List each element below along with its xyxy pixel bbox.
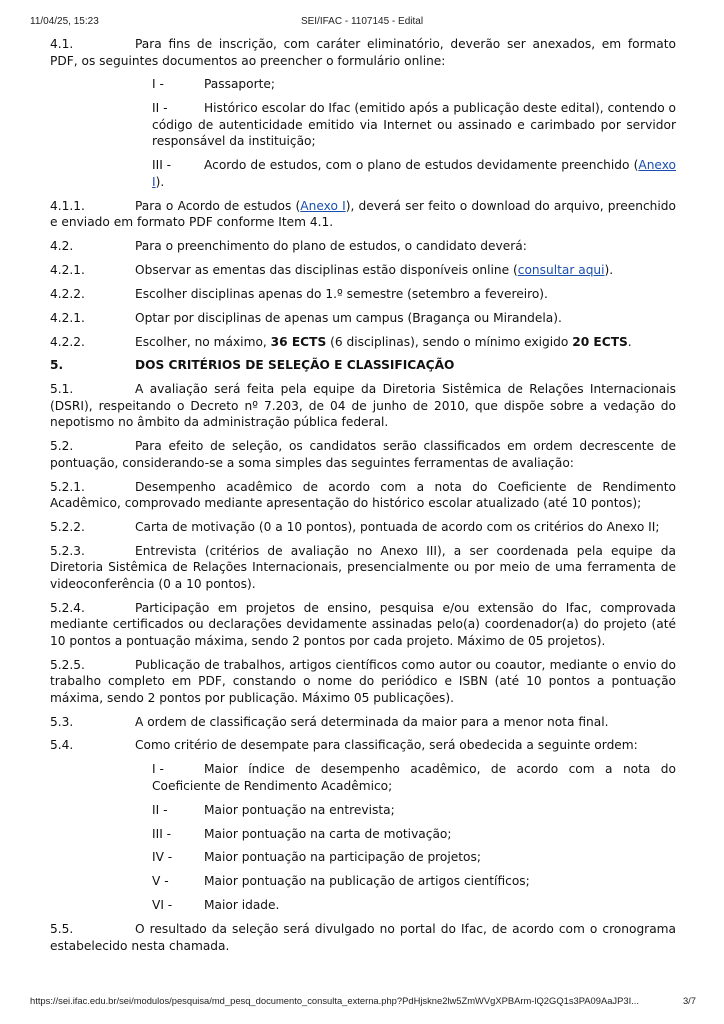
list-number: III -: [152, 158, 172, 173]
list-text: Maior idade.: [204, 898, 280, 913]
list-number: V -: [152, 874, 169, 889]
paragraph-5-3: [50, 714, 676, 731]
paragraph-5-2-4: [50, 600, 676, 650]
tiebreak-item-age: [152, 897, 676, 914]
paragraph-number: 4.2.: [50, 238, 74, 253]
paragraph-text: Carta de motivação (0 a 10 pontos), pontuada de acordo com os critérios do Anexo II;: [135, 519, 660, 534]
list-text: Maior índice de desempenho acadêmico, de acordo com a nota do Coeficiente de Rendimento Acadêmico;: [152, 762, 676, 793]
print-datetime: 11/04/25, 15:23: [30, 16, 99, 27]
paragraph-number: 4.2.2.: [50, 334, 85, 349]
paragraph-number: 5.1.: [50, 382, 74, 397]
paragraph-5-4: [50, 737, 676, 754]
paragraph-text: Escolher, no máximo,: [135, 334, 271, 349]
paragraph-text: Para fins de inscrição, com caráter eliminatório, deverão ser anexados, em formato PDF, os seguintes documentos ao preencher o formulário online:: [50, 37, 676, 68]
paragraph-text: A ordem de classificação será determinada da maior para a menor nota final.: [135, 714, 609, 729]
section-title: DOS CRITÉRIOS DE SELEÇÃO E CLASSIFICAÇÃO: [135, 358, 455, 373]
paragraph-number: 5.4.: [50, 738, 74, 753]
paragraph-4-2-1-campus: [50, 310, 676, 327]
page-title: SEI/IFAC - 1107145 - Edital: [300, 16, 424, 27]
paragraph-text: Optar por disciplinas de apenas um campus (Bragança ou Mirandela).: [135, 310, 562, 325]
paragraph-number: 5.3.: [50, 714, 74, 729]
list-number: I -: [152, 762, 164, 777]
page-number: 3/7: [682, 995, 696, 1006]
page-url: https://sei.ifac.edu.br/sei/modulos/pesquisa/md_pesq_documento_consulta_externa.php?PdHjskne2lw5ZmWVgXPBArm-lQ2GQ1s3PA09AaJP3I...: [30, 995, 639, 1006]
paragraph-number: 5.2.2.: [50, 519, 85, 534]
list-number: III -: [152, 826, 172, 841]
paragraph-number: 5.2.3.: [50, 543, 85, 558]
list-number: VI -: [152, 898, 173, 913]
paragraph-text: Para o Acordo de estudos (: [135, 198, 301, 213]
tiebreak-item-interview: [152, 802, 676, 819]
tiebreak-item-projects: [152, 849, 676, 866]
tiebreak-item-academic: [152, 761, 676, 794]
paragraph-text: Entrevista (critérios de avaliação no Anexo III), a ser coordenada pela equipe da Diretoria Sistêmica de Relações Internacionais, presencialmente ou por meio de uma ferramenta de videoconferência (0 a 10 pontos).: [50, 543, 676, 591]
annex-i-link[interactable]: Anexo I: [152, 158, 676, 189]
paragraph-4-1-1: [50, 198, 676, 231]
document-body: [50, 36, 676, 962]
paragraph-4-2-1-syllabus: [50, 262, 676, 279]
list-number: IV -: [152, 850, 173, 865]
annex-i-link[interactable]: Anexo I: [300, 198, 346, 213]
list-number: II -: [152, 802, 168, 817]
paragraph-text: A avaliação será feita pela equipe da Diretoria Sistêmica de Relações Internacionais (DSRI), respeitando o Decreto nº 7.203, de 04 de junho de 2010, que dispõe sobre a vedação do nepotismo no âmbito da administração pública federal.: [50, 382, 676, 430]
paragraph-text: Como critério de desempate para classificação, será obedecida a seguinte ordem:: [135, 738, 638, 753]
paragraph-text: Escolher disciplinas apenas do 1.º semestre (setembro a fevereiro).: [135, 286, 548, 301]
list-text: Maior pontuação na entrevista;: [204, 802, 395, 817]
paragraph-number: 4.1.: [50, 37, 74, 51]
paragraph-text: Participação em projetos de ensino, pesquisa e/ou extensão do Ifac, comprovada mediante certificados ou declarações devidamente assinadas pelo(a) coordenador(a) do projeto (até 10 pontos a pontuação máxima, sendo 2 pontos por cada projeto. Máximo de 05 projetos).: [50, 600, 676, 648]
paragraph-number: 5.2.1.: [50, 479, 85, 494]
paragraph-number: 4.2.1.: [50, 310, 85, 325]
paragraph-text: O resultado da seleção será divulgado no portal do Ifac, de acordo com o cronograma estabelecido nesta chamada.: [50, 922, 676, 953]
paragraph-text: (6 disciplinas), sendo o mínimo exigido: [326, 334, 573, 349]
paragraph-text-end: ), deverá ser feito o download do arquivo, preenchido e enviado em formato PDF conforme Item 4.1.: [50, 198, 676, 230]
section-heading-5: [50, 357, 676, 374]
paragraph-text: Para o preenchimento do plano de estudos, o candidato deverá:: [135, 238, 527, 253]
paragraph-5-5: [50, 921, 676, 954]
paragraph-number: 4.2.1.: [50, 262, 85, 277]
paragraph-5-2-2: [50, 519, 676, 536]
paragraph-5-2-5: [50, 657, 676, 707]
min-ects: 20 ECTS: [572, 334, 628, 349]
list-number: II -: [152, 101, 168, 116]
paragraph-number: 4.1.1.: [50, 198, 85, 213]
paragraph-4-1: [50, 36, 676, 69]
paragraph-number: 5.5.: [50, 922, 74, 937]
max-ects: 36 ECTS: [270, 334, 327, 349]
paragraph-4-2: [50, 238, 676, 255]
paragraph-4-2-2-semester: [50, 286, 676, 303]
list-text: Maior pontuação na participação de projetos;: [204, 850, 481, 865]
list-text: Acordo de estudos, com o plano de estudos devidamente preenchido (: [204, 158, 639, 173]
paragraph-text-end: ).: [604, 262, 614, 277]
paragraph-text: Publicação de trabalhos, artigos científicos como autor ou coautor, mediante o envio do trabalho completo em PDF, constando o nome do periódico e ISBN (até 10 pontos a pontuação máxima, sendo 2 pontos por publicação. Máximo 05 publicações).: [50, 657, 676, 705]
paragraph-text: Desempenho acadêmico de acordo com a nota do Coeficiente de Rendimento Acadêmico, comprovado mediante apresentação do histórico escolar atualizado (até 10 pontos);: [50, 479, 676, 511]
list-text: Maior pontuação na publicação de artigos científicos;: [204, 874, 530, 889]
list-item-transcript: [152, 100, 676, 150]
paragraph-text: Observar as ementas das disciplinas estão disponíveis online (: [135, 262, 518, 277]
paragraph-5-2-3: [50, 543, 676, 593]
paragraph-text-end: .: [627, 334, 632, 349]
paragraph-4-2-2-ects: [50, 334, 676, 351]
paragraph-number: 5.2.: [50, 439, 74, 454]
paragraph-5-2-1: [50, 479, 676, 512]
section-number: 5.: [50, 358, 64, 373]
list-text: Passaporte;: [204, 77, 276, 92]
list-item-study-agreement: [152, 157, 676, 190]
list-text: Histórico escolar do Ifac (emitido após a publicação deste edital), contendo o código de autenticidade emitido via Internet ou assinado e carimbado por servidor responsável da instituição;: [152, 101, 676, 149]
list-number: I -: [152, 77, 164, 92]
paragraph-5-2: [50, 438, 676, 471]
list-text-end: ).: [155, 174, 165, 189]
consultar-aqui-link[interactable]: consultar aqui: [517, 262, 605, 277]
list-item-passport: [152, 76, 676, 93]
paragraph-number: 5.2.5.: [50, 657, 85, 672]
tiebreak-item-letter: [152, 826, 676, 843]
paragraph-number: 4.2.2.: [50, 286, 85, 301]
paragraph-number: 5.2.4.: [50, 600, 85, 615]
tiebreak-item-publications: [152, 873, 676, 890]
list-text: Maior pontuação na carta de motivação;: [204, 826, 452, 841]
paragraph-5-1: [50, 381, 676, 431]
paragraph-text: Para efeito de seleção, os candidatos serão classificados em ordem decrescente de pontuação, considerando-se a soma simples das seguintes ferramentas de avaliação:: [50, 439, 676, 470]
